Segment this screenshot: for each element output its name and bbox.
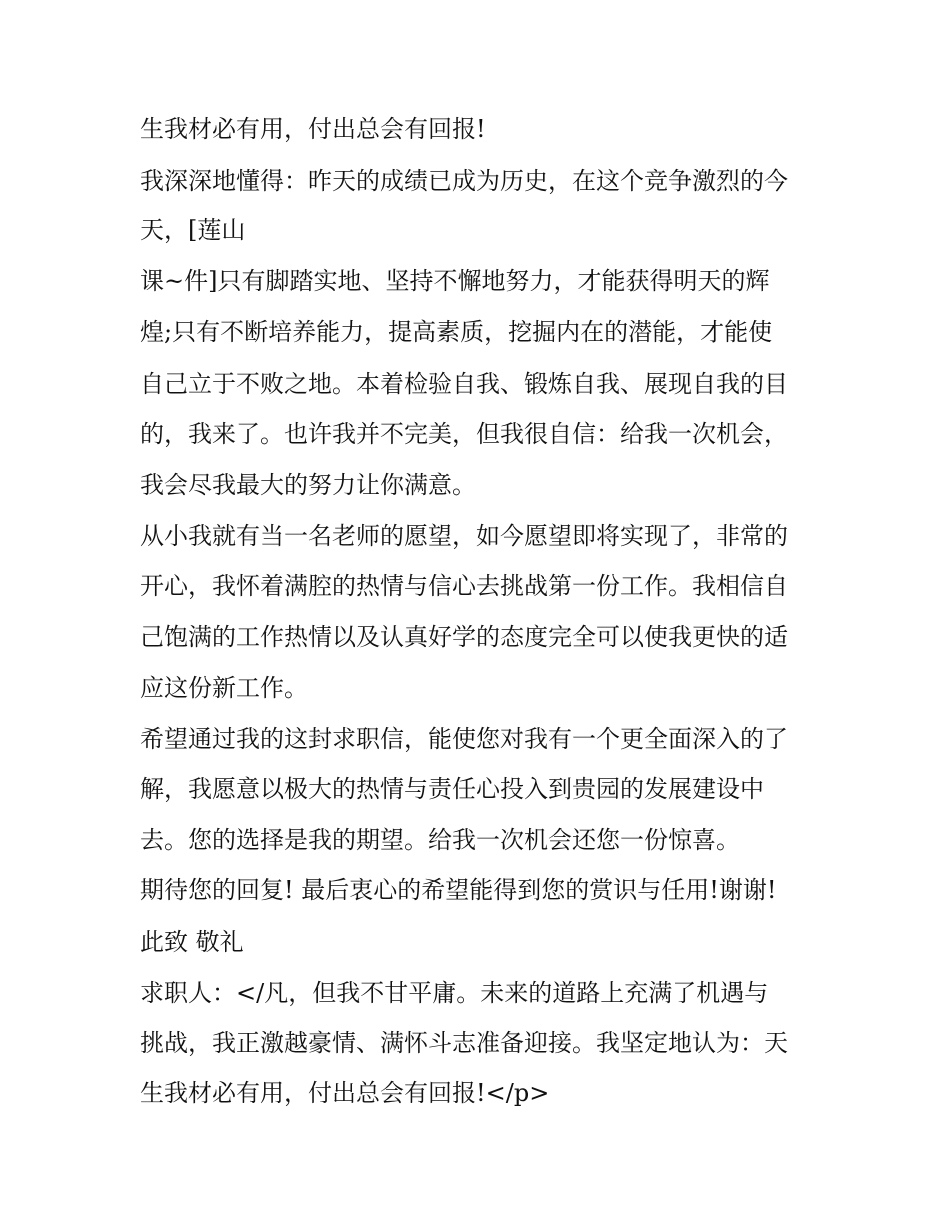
text-line: 从小我就有当一名老师的愿望，如今愿望即将实现了，非常的 xyxy=(140,522,788,550)
text-line: 应这份新工作。 xyxy=(140,674,308,702)
text-line: 生我材必有用，付出总会有回报! xyxy=(140,115,486,143)
text-line: 求职人：</凡，但我不甘平庸。未来的道路上充满了机遇与 xyxy=(140,979,769,1007)
text-line: 去。您的选择是我的期望。给我一次机会还您一份惊喜。 xyxy=(140,826,740,854)
text-line: 天，[莲山 xyxy=(140,216,246,244)
text-line: 的，我来了。也许我并不完美，但我很自信：给我一次机会， xyxy=(140,420,788,448)
text-line: 解，我愿意以极大的热情与责任心投入到贵园的发展建设中 xyxy=(140,775,764,803)
text-line: 我会尽我最大的努力让你满意。 xyxy=(140,471,476,499)
text-line: 课~件]只有脚踏实地、坚持不懈地努力，才能获得明天的辉 xyxy=(140,267,770,295)
text-line: 我深深地懂得：昨天的成绩已成为历史，在这个竞争激烈的今 xyxy=(140,167,788,195)
text-line: 期待您的回复! 最后衷心的希望能得到您的赏识与任用!谢谢! xyxy=(140,876,777,904)
text-line: 自己立于不败之地。本着检验自我、锻炼自我、展现自我的目 xyxy=(140,370,788,398)
text-line: 煌;只有不断培养能力，提高素质，挖掘内在的潜能，才能使 xyxy=(140,318,773,346)
text-line: 挑战，我正激越豪情、满怀斗志准备迎接。我坚定地认为：天 xyxy=(140,1029,788,1057)
text-line: 此致 敬礼 xyxy=(140,928,244,956)
text-line: 生我材必有用，付出总会有回报!</p> xyxy=(140,1079,550,1107)
text-line: 希望通过我的这封求职信，能使您对我有一个更全面深入的了 xyxy=(140,725,788,753)
text-line: 己饱满的工作热情以及认真好学的态度完全可以使我更快的适 xyxy=(140,623,788,651)
text-line: 开心，我怀着满腔的热情与信心去挑战第一份工作。我相信自 xyxy=(140,572,788,600)
